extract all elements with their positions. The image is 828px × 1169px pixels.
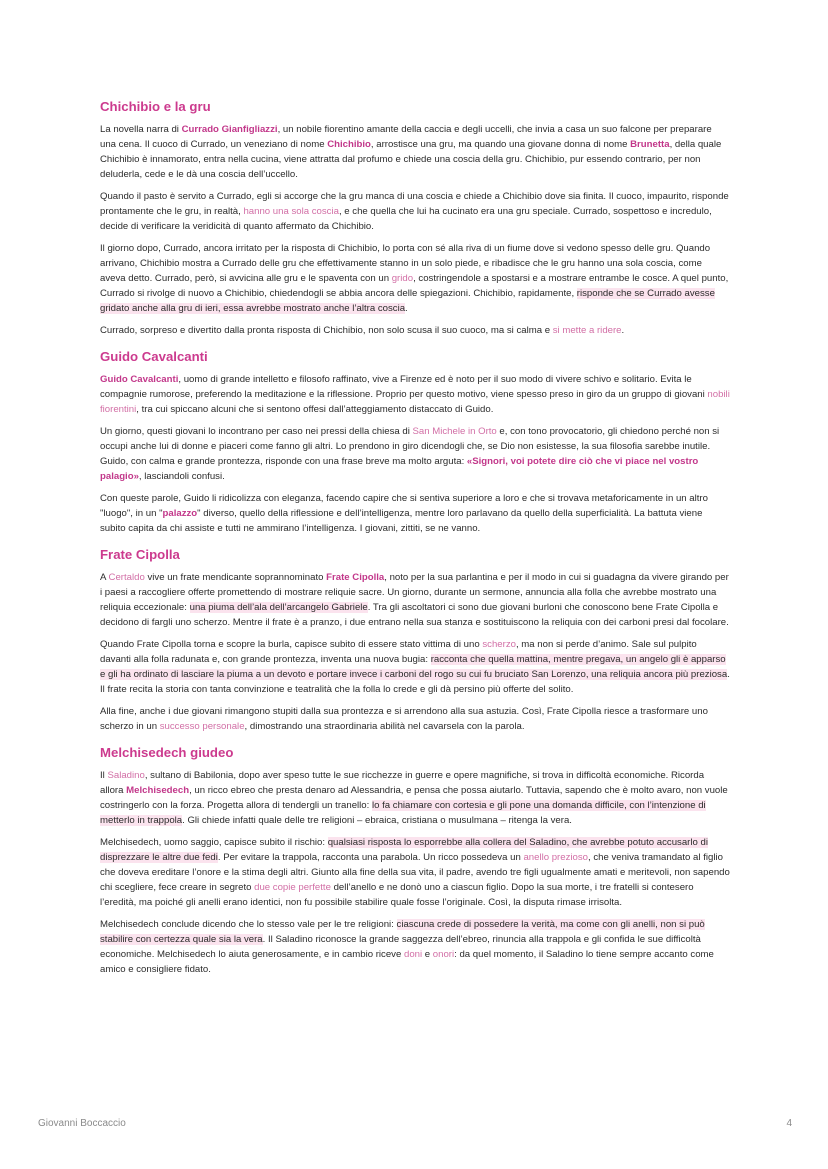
term-link: successo personale: [159, 721, 245, 732]
term-link: si mette a ridere: [552, 325, 622, 336]
term-link: onori: [432, 949, 455, 960]
term-link: San Michele in Orto: [412, 426, 497, 437]
highlight: racconta che quella mattina, mentre pregava, un angelo gli è apparso e gli ha ordinato di lasciare la piuma a un devoto e portare invece i carboni del rogo su cui fu bruciato San Lorenzo, una reliquia ancora più preziosa: [100, 654, 728, 680]
highlight: lo fa chiamare con cortesia e gli pone una domanda difficile, con l’intenzione di metterlo in trappola: [100, 800, 706, 826]
footer-author: Giovanni Boccaccio: [38, 1118, 126, 1129]
paragraph: A Certaldo vive un frate mendicante soprannominato Frate Cipolla, noto per la sua parlantina e per il modo in cui si guadagna da vivere girando per i paesi a raccogliere offerte promettendo di mostrare reliquie sacre. Un giorno, durante un sermone, annuncia alla folla che avrebbe mostrato una reliquia eccezionale: una piuma dell’ala dell’arcangelo Gabriele. Tra gli ascoltatori ci sono due giovani burloni che conoscono bene Frate Cipolla e decidono di fargli uno scherzo. Mentre il frate è a pranzo, i due entrano nella sua stanza e sostituiscono la reliquia con dei carboni presi dal focolare.: [100, 572, 729, 628]
name-guido: Guido Cavalcanti: [100, 374, 179, 385]
highlight: risponde che se Currado avesse gridato anche alla gru di ieri, essa avrebbe mostrato anche l’altra coscia: [100, 288, 715, 314]
name-melchisedech: Melchisedech: [126, 785, 190, 796]
paragraph: Currado, sorpreso e divertito dalla pronta risposta di Chichibio, non solo scusa il suo cuoco, ma si calma e si mette a ridere.: [100, 325, 625, 336]
paragraph: Quando Frate Cipolla torna e scopre la burla, capisce subito di essere stato vittima di uno scherzo, ma non si perde d’animo. Sale sul pulpito davanti alla folla radunata e, con grande prontezza, inventa una nuova bugia: racconta che quella mattina, mentre pregava, un angelo gli è apparso e gli ha ordinato di lasciare la piuma a un devoto e portare invece i carboni del rogo su cui fu bruciato San Lorenzo, una reliquia ancora più preziosa. Il frate recita la storia con tanta convinzione e teatralità che la folla lo crede e gli dà persino più offerte del solito.: [100, 639, 730, 695]
highlight: una piuma dell’ala dell’arcangelo Gabriele: [189, 602, 368, 613]
term-link: Certaldo: [108, 572, 145, 583]
term-link: anello prezioso: [523, 852, 588, 863]
paragraph: La novella narra di Currado Gianfigliazzi, un nobile fiorentino amante della caccia e degli uccelli, che invia a casa un suo falcone per preparare una cena. Il cuoco di Currado, un veneziano di nome Chichibio, arrostisce una gru, ma quando una giovane donna di nome Brunetta, della quale Chichibio è innamorato, entra nella cucina, viene attratta dal profumo e chiede una coscia della gru. Chichibio, pur essendo contrario, per non deluderla, cede e le dà una coscia dell’uccello.: [100, 124, 722, 180]
name-frate-cipolla: Frate Cipolla: [326, 572, 385, 583]
term-palazzo: palazzo: [162, 508, 198, 519]
paragraph: Quando il pasto è servito a Currado, egli si accorge che la gru manca di una coscia e chiede a Chichibio dove sia finita. Il cuoco, impaurito, risponde prontamente che le gru, in realtà, hanno una sola coscia, e che quella che lui ha cucinato era una gru speciale. Currado, sospettoso e incredulo, decide di verificare la veridicità di quanto affermato da Chichibio.: [100, 191, 729, 232]
paragraph: Un giorno, questi giovani lo incontrano per caso nei pressi della chiesa di San Michele in Orto e, con tono provocatorio, gli chiedono perché non si occupi anche lui di donne e piaceri come fanno gli altri. Lo prendono in giro dicendogli che, se Dio non esistesse, la sua filosofia sarebbe inutile. Guido, con calma e grande prontezza, risponde con una frase breve ma molto arguta: «Signori, voi potete dire ciò che vi piace nel vostro palagio», lasciandoli confusi.: [100, 426, 720, 482]
paragraph: Guido Cavalcanti, uomo di grande intelletto e filosofo raffinato, vive a Firenze ed è noto per il suo modo di vivere schivo e solitario. Evita le compagnie rumorose, preferendo la meditazione e la riflessione. Proprio per questo motivo, viene spesso preso in giro da un gruppo di giovani nobili fiorentini, tra cui spiccano alcuni che si sentono offesi dall’atteggiamento distaccato di Guido.: [100, 374, 730, 415]
paragraph: Alla fine, anche i due giovani rimangono stupiti dalla sua prontezza e si arrendono alla sua astuzia. Così, Frate Cipolla riesce a trasformare uno scherzo in un successo personale, dimostrando una straordinaria abilità nel cavarsela con la parola.: [100, 706, 708, 732]
paragraph: Melchisedech, uomo saggio, capisce subito il rischio: qualsiasi risposta lo esporrebbe alla collera del Saladino, che avrebbe potuto accusarlo di disprezzare le altre due fedi. Per evitare la trappola, racconta una parabola. Un ricco possedeva un anello prezioso, che veniva tramandato al figlio che doveva ereditare l’onore e la stima degli altri. Giunto alla fine della sua vita, il padre, avendo tre figli ugualmente amati e meritevoli, non sapendo chi scegliere, fece creare in segreto due copie perfette dell’anello e ne donò uno a ciascun figlio. Dopo la sua morte, i tre fratelli si contesero l’eredità, ma poiché gli anelli erano identici, non fu possibile stabilire quale fosse l’originale. Così, la disputa rimase irrisolta.: [100, 837, 730, 908]
paragraph: Il giorno dopo, Currado, ancora irritato per la risposta di Chichibio, lo porta con sé alla riva di un fiume dove si vedono spesso delle gru. Quando arrivano, Chichibio mostra a Currado delle gru che effettivamente stanno in un solo piede, e ribadisce che le gru hanno una sola coscia, come aveva detto. Currado, però, si avvicina alle gru e le spaventa con un grido, costringendole a spostarsi e a mostrare entrambe le cosce. A quel punto, Currado si rivolge di nuovo a Chichibio, chiedendogli se abbia ancora delle spiegazioni. Chichibio, rapidamente, risponde che se Currado avesse gridato anche alla gru di ieri, essa avrebbe mostrato anche l’altra coscia.: [100, 243, 729, 314]
term-link: Saladino: [107, 770, 145, 781]
paragraph: Il Saladino, sultano di Babilonia, dopo aver speso tutte le sue ricchezze in guerre e opere magnifiche, si trova in difficoltà economiche. Ricorda allora Melchisedech, un ricco ebreo che presta denaro ad Alessandria, e pensa che possa aiutarlo. Tuttavia, sapendo che è molto avaro, non vuole costringerlo con la forza. Progetta allora di tendergli un tranello: lo fa chiamare con cortesia e gli pone una domanda difficile, con l’intenzione di metterlo in trappola. Gli chiede infatti quale delle tre religioni – ebraica, cristiana o musulmana – ritenga la vera.: [100, 770, 728, 826]
term-link: hanno una sola coscia: [243, 206, 339, 217]
term-link: due copie perfette: [254, 882, 331, 893]
name-currado: Currado Gianfigliazzi: [181, 124, 278, 135]
quote: «Signori, voi potete dire ciò che vi piace nel vostro palagio»: [100, 456, 699, 482]
name-brunetta: Brunetta: [630, 139, 670, 150]
highlight: qualsiasi risposta lo esporrebbe alla collera del Saladino, che avrebbe potuto accusarlo di disprezzare le altre due fedi: [100, 837, 708, 863]
term-link: scherzo: [482, 639, 516, 650]
document-body: [100, 98, 730, 984]
name-chichibio: Chichibio: [327, 139, 371, 150]
page-number: 4: [786, 1118, 792, 1129]
section-title-melchisedech: Melchisedech giudeo: [100, 745, 234, 760]
term-link: grido: [391, 273, 414, 284]
section-title-chichibio: Chichibio e la gru: [100, 99, 211, 114]
term-link: doni: [403, 949, 423, 960]
section-title-cavalcanti: Guido Cavalcanti: [100, 349, 208, 364]
paragraph: Con queste parole, Guido li ridicolizza con eleganza, facendo capire che si sentiva superiore a loro e che si trovava metaforicamente in un altro "luogo", in un "palazzo" diverso, quello della riflessione e dell’intelligenza, mentre loro parlavano da quello della superficialità. La battuta viene subito capita da chi assiste e tutti ne ammirano l’intelligenza. I giovani, zittiti, se ne vanno.: [100, 493, 708, 534]
paragraph: Melchisedech conclude dicendo che lo stesso vale per le tre religioni: ciascuna crede di possedere la verità, ma come con gli anelli, non si può stabilire con certezza quale sia la vera. Il Saladino riconosce la grande saggezza dell’ebreo, rinuncia alla trappola e gli confida le sue difficoltà economiche. Melchisedech lo aiuta generosamente, e in cambio riceve doni e onori: da quel momento, il Saladino lo tiene sempre accanto come amico e consigliere fidato.: [100, 919, 714, 975]
highlight: ciascuna crede di possedere la verità, ma come con gli anelli, non si può stabilire con certezza quale sia la vera: [100, 919, 705, 945]
term-link: nobili fiorentini: [100, 389, 730, 415]
section-title-cipolla: Frate Cipolla: [100, 547, 180, 562]
